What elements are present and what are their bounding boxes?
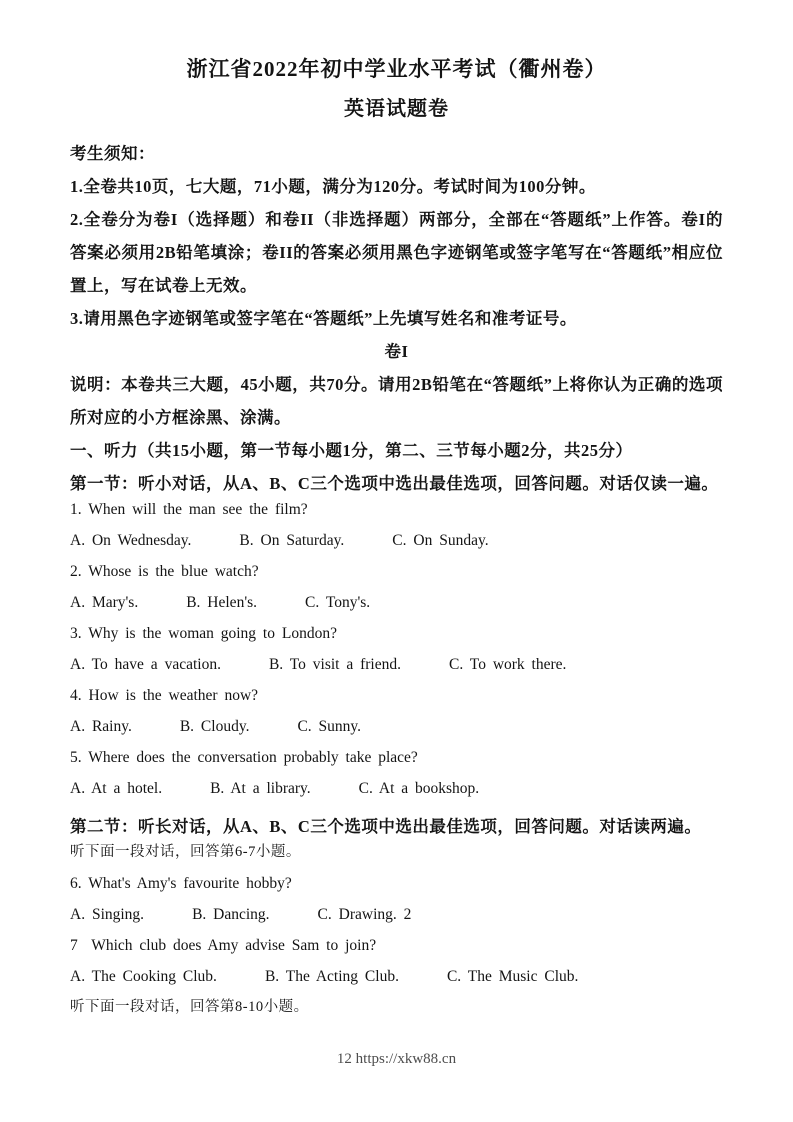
option: C. At a bookshop. [358,780,480,797]
instruction-line: 2.全卷分为卷I（选择题）和卷II（非选择题）两部分，全部在“答题纸”上作答。卷I的答案必须用2B铅笔填涂；卷II的答案必须用黑色字迹钢笔或签字笔写在“答题纸”相应位置上，写在试卷上无效。 [70,210,723,295]
option: A. The Cooking Club. [70,968,217,985]
question-text: 2. Whose is the blue watch? [70,563,259,580]
option: B. The Acting Club. [264,968,399,985]
instruction-line: 第一节：听小对话，从A、B、C三个选项中选出最佳选项，回答问题。对话仅读一遍。 [70,474,719,493]
dialog-hint: 听下面一段对话，回答第6-7小题。 [70,844,301,860]
question-text: 1. When will the man see the film? [70,501,308,518]
dialog-hint: 听下面一段对话，回答第8-10小题。 [70,999,309,1015]
option: B. Dancing. [192,906,270,923]
footer-text: 12 https://xkw88.cn [336,1051,457,1067]
option: A. Mary's. [70,594,139,611]
exam-subtitle: 英语试题卷 [344,98,449,120]
option: C. The Music Club. [446,968,579,985]
option: C. Drawing. 2 [317,906,412,923]
instruction-line: 考生须知： [70,144,155,163]
instruction-line: 一、听力（共15小题，第一节每小题1分，第二、三节每小题2分，共25分） [70,441,633,460]
options-row [70,905,723,924]
page-footer [0,1051,793,1068]
instruction-line: 1.全卷共10页，七大题，71小题，满分为120分。考试时间为100分钟。 [70,177,596,196]
instruction-line: 3.请用黑色字迹钢笔或签字笔在“答题纸”上先填写姓名和准考证号。 [70,309,577,328]
option: A. Rainy. [70,718,132,735]
instruction-line: 说明：本卷共三大题，45小题，共70分。请用2B铅笔在“答题纸”上将你认为正确的选项所对应的小方框涂黑、涂满。 [70,375,723,427]
option: B. At a library. [210,780,311,797]
options-row [70,655,723,674]
option: C. Sunny. [297,718,362,735]
options-row [70,531,723,550]
option: B. Cloudy. [179,718,250,735]
question-text: 3. Why is the woman going to London? [70,625,337,642]
option: B. On Saturday. [239,532,345,549]
options-row [70,967,723,986]
instruction-line: 第二节：听长对话，从A、B、C三个选项中选出最佳选项，回答问题。对话读两遍。 [70,817,702,836]
options-row [70,593,723,612]
options-row [70,717,723,736]
option: A. Singing. [70,906,145,923]
option: C. On Sunday. [392,532,489,549]
question-text: 5. Where does the conversation probably take place? [70,749,418,766]
section-label: 卷I [384,342,409,361]
question-text: 6. What's Amy's favourite hobby? [70,875,292,892]
option: A. On Wednesday. [70,532,192,549]
option: B. Helen's. [186,594,258,611]
option: B. To visit a friend. [268,656,401,673]
question-text: 7 Which club does Amy advise Sam to join? [70,937,377,954]
options-row [70,779,723,798]
option: C. To work there. [449,656,567,673]
exam-title: 浙江省2022年初中学业水平考试（衢州卷） [186,57,607,81]
option: C. Tony's. [305,594,371,611]
option: A. To have a vacation. [70,656,221,673]
option: A. At a hotel. [70,780,163,797]
question-text: 4. How is the weather now? [70,687,259,704]
